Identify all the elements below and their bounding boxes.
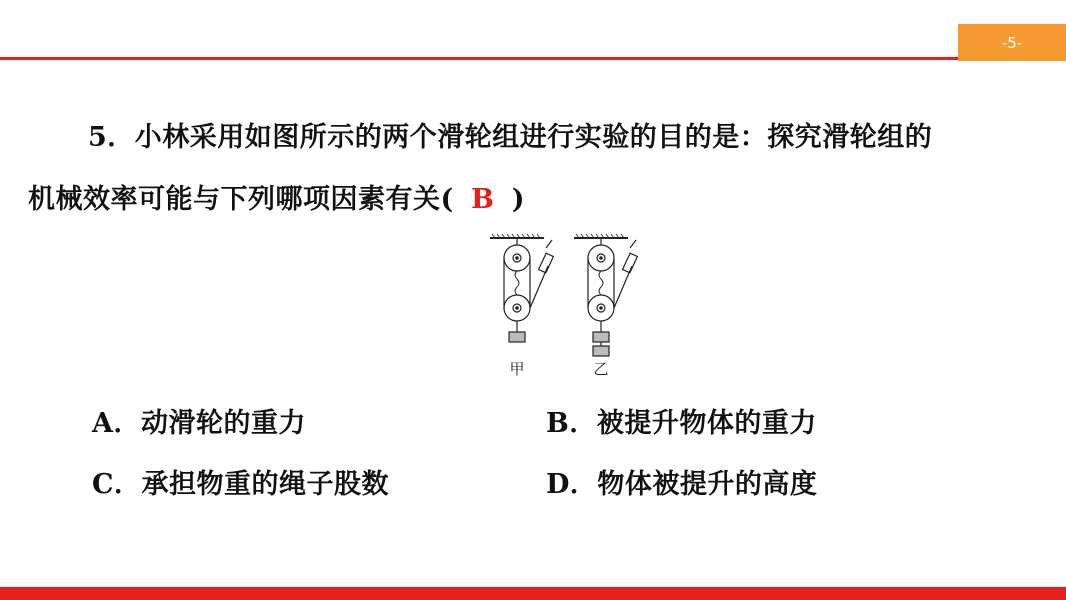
answer-text: B [471, 184, 495, 215]
option-a: A．动滑轮的重力 [92, 408, 306, 439]
option-d: D．物体被提升的高度 [546, 469, 818, 500]
figure-label-jia: 甲 [509, 360, 525, 378]
header-rule [0, 57, 958, 60]
pulley-system-yi [574, 234, 637, 356]
figure-label-yi: 乙 [593, 360, 609, 378]
question-line-2 [28, 177, 525, 216]
page-number-badge [958, 24, 1066, 61]
page-number: -5- [1001, 33, 1023, 52]
pulley-figure [480, 226, 650, 382]
option-c: C．承担物重的绳子股数 [92, 469, 389, 500]
pulley-system-jia [490, 234, 553, 342]
closing-paren: ) [511, 184, 526, 215]
pulley-diagram [480, 226, 650, 382]
question-stem-text: 机械效率可能与下列哪项因素有关( [28, 184, 454, 215]
option-b: B．被提升物体的重力 [546, 408, 817, 439]
question-line-1: 5．小林采用如图所示的两个滑轮组进行实验的目的是：探究滑轮组的 [88, 122, 933, 153]
footer-bar [0, 587, 1066, 600]
